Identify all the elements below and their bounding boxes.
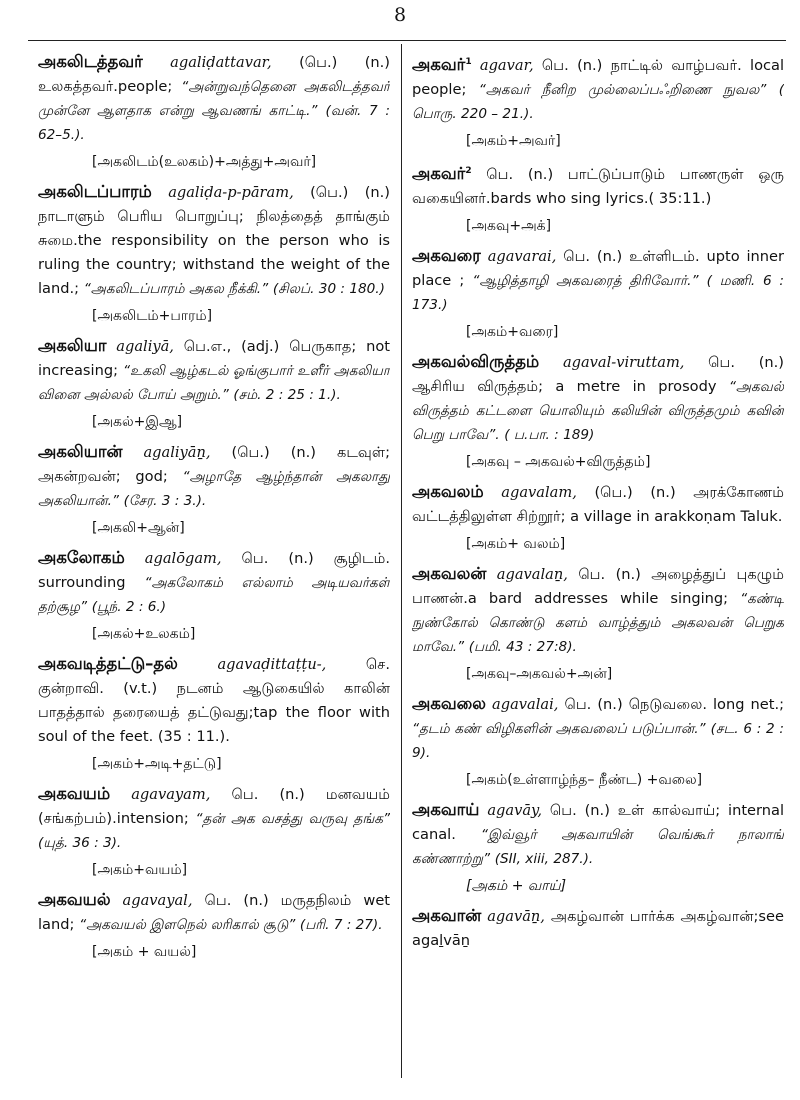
entry-etymology: [அகல்+இஆ] xyxy=(92,414,183,430)
entry-grammar: பெ. (n.) xyxy=(241,550,314,567)
entry-definition: உள்ளிடம். upto inner place ; xyxy=(412,247,784,289)
entry-etymology: [அகவு+அக்] xyxy=(466,217,552,234)
entry-grammar: (பெ.) (n.) xyxy=(231,444,316,461)
entry-headword: அகவடித்தட்டு–தல் xyxy=(38,654,178,673)
entry-transliteration: agavarai, xyxy=(487,247,557,265)
entry-quotation: “அகவர் நீனிற முல்லைப்பஃறிணை நுவல” xyxy=(478,81,767,98)
dictionary-entry xyxy=(412,159,784,211)
entry-etymology: [அகலி+ஆன்] xyxy=(92,520,185,536)
entry-definition: மனவயம் (சங்கற்பம்).intension; xyxy=(38,786,390,827)
entry-definition: பாட்டுப்பாடும் பாணருள் ஒரு வகையினர்.bards who sing lyrics.( 35:11.) xyxy=(412,165,784,207)
entry-source: (பமி. 43 : 27:8). xyxy=(468,638,577,655)
entry-etymology: [அகம்+வரை] xyxy=(466,323,559,340)
entry-transliteration: agavayal, xyxy=(122,892,193,909)
entry-grammar: பெ. (n.) xyxy=(564,695,623,713)
entry-etymology: [அகவு–அகவல்+அன்] xyxy=(466,665,613,682)
entry-grammar: பெ. (n.) xyxy=(578,565,641,583)
entry-definition: கடவுள்; அகன்றவன்; god; xyxy=(38,444,390,485)
entry-etymology: [அகம்+வயம்] xyxy=(92,862,188,878)
headword-superscript: 1 xyxy=(465,57,472,67)
entry-transliteration: agaliḍattavar, xyxy=(170,54,272,71)
entry-transliteration: agavāy, xyxy=(487,801,542,819)
entry-etymology: [அகம் + வாய்] xyxy=(466,877,567,894)
dictionary-entry xyxy=(412,244,784,317)
page-number: 8 xyxy=(393,4,407,26)
dictionary-entry xyxy=(38,782,390,855)
entry-headword: அகவயம் xyxy=(38,784,111,803)
dictionary-entry xyxy=(38,546,390,619)
entry-grammar: (பெ.) (n.) xyxy=(299,54,390,71)
entry-headword: அகவயல் xyxy=(38,890,111,909)
entry-headword: அகவலம் xyxy=(412,481,484,501)
column-divider xyxy=(401,44,402,1078)
entry-grammar: பெ. (n.) xyxy=(204,892,269,909)
entry-source: (சட. 6 : 2 : 9). xyxy=(412,720,784,761)
dictionary-entry xyxy=(412,480,784,529)
entry-source: (பரி. 7 : 27). xyxy=(299,917,383,933)
entry-source: (வன். 7 : 62–5.). xyxy=(38,103,390,143)
dictionary-entry xyxy=(412,692,784,765)
dictionary-entry xyxy=(38,888,390,937)
entry-quotation: “ஆழித்தாழி அகவரைத் திரிவோர்.” xyxy=(472,272,699,289)
dictionary-entry xyxy=(412,798,784,871)
entry-grammar: பெ. (n.) xyxy=(563,247,623,265)
entry-transliteration: agavalai, xyxy=(492,695,559,713)
entry-quotation: “அன்றுவந்தெனை அகலிடத்தவர் முன்னே ஆளதாக என்று ஆவணங் காட்டி.” xyxy=(38,79,390,119)
left-column xyxy=(38,50,390,1090)
entry-headword: அகவாய் xyxy=(412,799,480,819)
entry-quotation: “அகவல் விருத்தம் கட்டளை யொலியும் கலியின் விருத்தமும் கவின் பெறு பாவே”. xyxy=(412,378,784,443)
entry-transliteration: agaliyā, xyxy=(116,338,174,355)
entry-headword: அகலிடப்பாரம் xyxy=(38,182,152,201)
right-column xyxy=(412,50,784,1090)
entry-grammar: செ. குன்றாவி. (v.t.) xyxy=(38,656,390,697)
dictionary-entry xyxy=(412,50,784,126)
entry-transliteration: agaliḍa-p-pāram, xyxy=(168,184,294,201)
entry-source: (யுத். 36 : 3). xyxy=(38,835,122,851)
entry-quotation: “கண்டி நுண்கோல் கொண்டு களம் வாழ்த்தும் அகலவன் பெறுக மாவே.” xyxy=(412,590,784,655)
entry-source: ( மணி. 6 : 173.) xyxy=(412,272,784,313)
dictionary-entry xyxy=(412,350,784,447)
entry-transliteration: agavalam, xyxy=(501,483,577,501)
header-rule xyxy=(28,40,786,41)
entry-headword: அகவல்விருத்தம் xyxy=(412,351,540,371)
entry-headword: அகவலன் xyxy=(412,563,487,583)
dictionary-entry xyxy=(38,334,390,407)
entry-headword: அகவலை xyxy=(412,693,486,713)
dictionary-entry xyxy=(38,180,390,301)
entry-headword: அகவர் xyxy=(412,54,466,74)
entry-grammar: பெ. (n.) xyxy=(549,801,610,819)
entry-etymology: [அகம்+ வலம்] xyxy=(466,535,566,552)
entry-quotation: “அகலிடப்பாரம் அகல நீக்கி.” xyxy=(83,281,269,297)
entry-grammar: பெ. (n.) xyxy=(708,353,784,371)
entry-headword: அகலியான் xyxy=(38,442,123,461)
entry-source: (சம். 2 : 25 : 1.). xyxy=(233,387,341,403)
entry-grammar: பெ. (n.) xyxy=(541,56,603,74)
entry-source: (பூந். 2 : 6.) xyxy=(91,599,167,615)
entry-definition: பெருகாத; not increasing; xyxy=(38,338,390,379)
entry-transliteration: agavaḍittaṭṭu-, xyxy=(217,656,327,673)
entry-headword: அகவரை xyxy=(412,245,481,265)
entry-quotation: “அகலோகம் எல்லாம் அடியவர்கள் தற்சூழ” xyxy=(38,575,390,615)
entry-quotation: “அகவயல் இளநெல் லரிகால் சூடு” xyxy=(79,917,296,933)
entry-definition: அகழ்வான் பார்க்க அகழ்வான்;see agaḻvāṉ xyxy=(412,907,784,949)
entry-source: ( ப.பா. : 189) xyxy=(504,426,595,443)
entry-etymology: [அகல்+உலகம்] xyxy=(92,626,196,642)
entry-definition: உள் கால்வாய்; internal canal. xyxy=(412,801,784,843)
dictionary-entry xyxy=(38,50,390,147)
entry-etymology: [அகலிடம்+பாரம்] xyxy=(92,308,213,324)
entry-source: ( பொரு. 220 – 21.). xyxy=(412,81,784,122)
entry-source: (SII, xiii, 287.). xyxy=(494,850,594,867)
entry-headword: அகலியா xyxy=(38,336,107,355)
entry-source: (சிலப். 30 : 180.) xyxy=(272,281,385,297)
dictionary-entry xyxy=(38,652,390,749)
entry-etymology: [அகலிடம்(உலகம்)+அத்து+அவர்] xyxy=(92,154,317,170)
entry-quotation: “இவ்வூர் அகவாயின் வெங்கூர் நாலாங் கண்ணாற்று” xyxy=(412,826,784,867)
entry-etymology: [அகம்(உள்ளாழ்ந்த– நீண்ட) +வலை] xyxy=(466,771,703,788)
entry-definition: நெடுவலை. long net.; xyxy=(628,695,784,713)
entry-grammar: (பெ.) (n.) xyxy=(594,483,676,501)
entry-transliteration: agavalaṉ, xyxy=(496,565,568,583)
entry-definition: மருதநிலம் wet land; xyxy=(38,892,390,933)
entry-transliteration: agavar, xyxy=(479,56,534,74)
entry-quotation: “தடம் கண் விழிகளின் அகவலைப் படுப்பான்.” xyxy=(412,720,706,737)
entry-transliteration: agaval-viruttam, xyxy=(562,353,685,371)
entry-definition: நாடாளும் பெரிய பொறுப்பு; நிலத்தைத் தாங்கும் சுமை.the responsibility on the person who is ruling the country; withstand the weight of the land.; xyxy=(38,208,390,297)
dictionary-entry xyxy=(412,562,784,659)
dictionary-entry xyxy=(412,904,784,953)
entry-etymology: [அகம்+அடி+தட்டு] xyxy=(92,756,222,772)
entry-headword: அகவர் xyxy=(412,163,466,183)
headword-superscript: 2 xyxy=(465,165,472,176)
entry-definition: உலகத்தவர்.people; xyxy=(38,78,173,95)
dictionary-entry xyxy=(38,440,390,513)
entry-definition: நடனம் ஆடுகையில் காலின் பாதத்தால் தரையைத் தட்டுவது;tap the floor with soul of the feet. (35 : 11.). xyxy=(38,680,390,745)
entry-transliteration: agalōgam, xyxy=(144,550,222,567)
entry-headword: அகவான் xyxy=(412,905,482,925)
entry-grammar: பெ. (n.) xyxy=(231,786,305,803)
entry-headword: அகலிடத்தவர் xyxy=(38,52,143,71)
entry-headword: அகலோகம் xyxy=(38,548,125,567)
entry-definition: சூழிடம். surrounding xyxy=(38,550,390,591)
entry-quotation: “உகலி ஆழ்கடல் ஓங்குபார் உளீர் அகலியா வினை அல்லல் போய் அறும்.” xyxy=(38,363,390,403)
entry-definition: நாட்டில் வாழ்பவர். local people; xyxy=(412,56,784,98)
entry-grammar: பெ. (n.) xyxy=(486,165,554,183)
entry-transliteration: agaliyāṉ, xyxy=(143,444,211,461)
entry-grammar: (பெ.) (n.) xyxy=(310,184,390,201)
entry-grammar: பெ.எ., (adj.) xyxy=(183,338,280,355)
entry-etymology: [அகம்+அவர்] xyxy=(466,132,561,149)
entry-quotation: “அழாதே ஆழ்ந்தான் அகலாது அகலியான்.” xyxy=(38,469,390,509)
entry-definition: அழைத்துப் புகழும் பாணன்.a bard addresses while singing; xyxy=(412,565,784,607)
entry-etymology: [அகம் + வயல்] xyxy=(92,944,197,960)
entry-quotation: “தன் அக வசத்து வருவு தங்க” xyxy=(195,811,390,827)
entry-etymology: [அகவு – அகவல்+விருத்தம்] xyxy=(466,453,651,470)
entry-transliteration: agavayam, xyxy=(131,786,211,803)
entry-definition: அரக்கோணம் வட்டத்திலுள்ள சிற்றூர்; a village in arakkoṇam Taluk. xyxy=(412,483,784,525)
entry-source: (சேர. 3 : 3.). xyxy=(123,493,207,509)
entry-definition: ஆசிரிய விருத்தம்; a metre in prosody xyxy=(412,377,717,395)
entry-transliteration: agavāṉ, xyxy=(487,907,545,925)
